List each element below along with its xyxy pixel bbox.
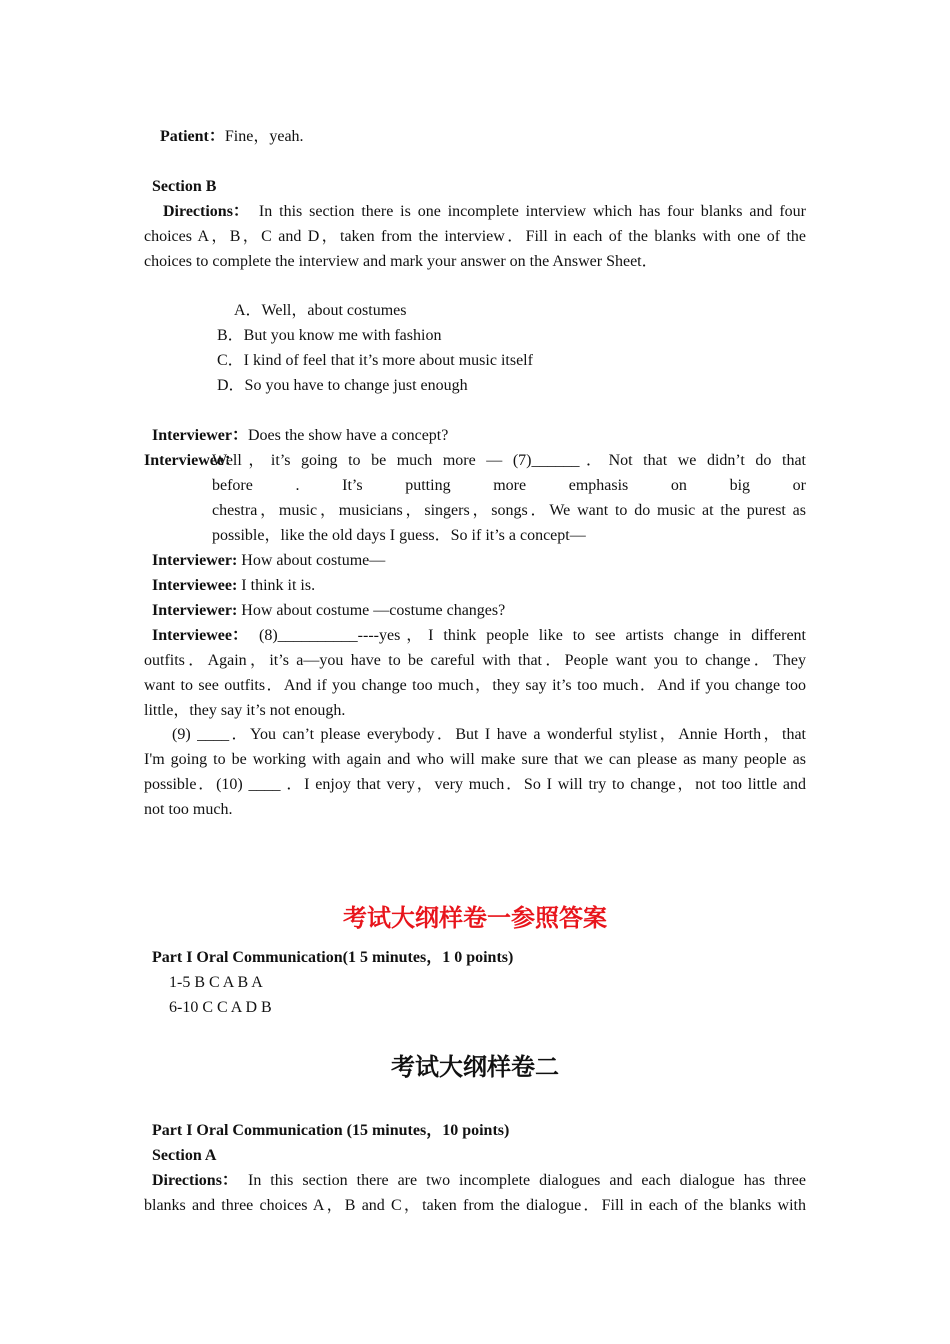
- paper-two-heading: 考试大纲样卷二: [391, 1053, 559, 1081]
- dialogue-text: I think it is.: [241, 577, 316, 594]
- interviewee-line-8: want to see outfits．And if you change too much，they say it’s too much．And if you change too: [144, 677, 807, 694]
- paper-two-directions-line-1: [152, 1168, 806, 1193]
- choice-b: B．But you know me with fashion: [217, 327, 442, 344]
- word: or: [792, 477, 806, 494]
- speaker-label: Interviewee：: [144, 452, 240, 469]
- word: It’s: [342, 477, 363, 494]
- dialogue-text: How about costume —costume changes?: [241, 602, 506, 619]
- paper-two-section-title: Section A: [152, 1147, 217, 1164]
- interviewee-line-7: outfits．Again，it’s a—you have to be careful with that．People want you to change．They: [144, 652, 806, 669]
- word: putting: [405, 477, 451, 494]
- word: more: [493, 477, 527, 494]
- dialogue-text: How about costume—: [241, 552, 386, 569]
- choice-d: D．So you have to change just enough: [217, 377, 468, 394]
- answer-line-2: 6-10 C C A D B: [169, 999, 272, 1016]
- paragraph-9-line-2: I'm going to be working with again and who will make sure that we can please as many people as: [144, 751, 806, 768]
- section-b-title: Section B: [152, 178, 217, 195]
- answer-line-1: 1-5 B C A B A: [169, 974, 263, 991]
- speaker-label: Interviewee：: [152, 627, 248, 644]
- speaker-label: Patient：: [160, 128, 225, 145]
- interviewee-line-9: little，they say it’s not enough.: [144, 702, 346, 719]
- paragraph-9-line-4: not too much.: [144, 801, 233, 818]
- interviewee-line-6: [152, 623, 806, 648]
- answer-key-heading: 考试大纲样卷一参照答案: [343, 904, 607, 932]
- patient-line: [160, 124, 304, 149]
- directions-line-3: choices to complete the interview and mark your answer on the Answer Sheet．: [144, 253, 658, 270]
- word: big: [729, 477, 751, 494]
- dialogue-text: Well，it’s going to be much more — (7)______．Not that we didn’t do that: [212, 452, 806, 469]
- dialogue-text: Fine，yeah.: [224, 128, 304, 145]
- interviewer-line-3: [152, 598, 505, 623]
- speaker-label: Interviewer：: [152, 427, 248, 444]
- paragraph-9-line-1: (9) ____．You can’t please everybody．But I have a wonderful stylist，Annie Horth，that: [172, 726, 807, 743]
- directions-label: Directions：: [163, 203, 249, 220]
- dialogue-text: Does the show have a concept?: [247, 427, 449, 444]
- directions-text: In this section there are two incomplete dialogues and each dialogue has three: [248, 1172, 806, 1189]
- paper-two-directions-line-2: blanks and three choices A，B and C，taken from the dialogue．Fill in each of the blanks with: [144, 1197, 806, 1214]
- speaker-label: Interviewer:: [152, 602, 238, 619]
- directions-text: In this section there is one incomplete interview which has four blanks and four: [258, 203, 806, 220]
- interviewee-line-3: chestra，music，musicians，singers，songs．We want to do music at the purest as: [212, 502, 806, 519]
- directions-label: Directions：: [152, 1172, 238, 1189]
- interviewer-line-1: [152, 423, 448, 448]
- word: before: [212, 477, 253, 494]
- interviewer-line-2: [152, 548, 385, 573]
- dialogue-text: (8)__________----yes，I think people like to see artists change in different: [259, 627, 806, 644]
- choice-a: A．Well，about costumes: [234, 302, 407, 319]
- answer-part-title: Part I Oral Communication(1 5 minutes，1 0 points): [152, 949, 514, 966]
- word: .: [295, 477, 300, 494]
- speaker-label: Interviewer:: [152, 552, 238, 569]
- interviewee-line-4: possible，like the old days I guess．So if it’s a concept—: [212, 527, 586, 544]
- speaker-label: Interviewee:: [152, 577, 238, 594]
- directions-line-2: choices A，B，C and D，taken from the interview．Fill in each of the blanks with one of the: [144, 228, 807, 245]
- directions-line-1: [163, 199, 806, 224]
- word: on: [670, 477, 687, 494]
- interviewee-line-1: [144, 448, 806, 473]
- word: emphasis: [568, 477, 629, 494]
- paper-two-part-title: Part I Oral Communication (15 minutes，10 points): [152, 1122, 510, 1139]
- interviewee-line-2: [212, 473, 806, 498]
- choice-c: C．I kind of feel that it’s more about music itself: [217, 352, 533, 369]
- paragraph-9-line-3: possible．(10) ____ ．I enjoy that very，very much．So I will try to change，not too little and: [144, 776, 806, 793]
- interviewee-line-5: [152, 573, 315, 598]
